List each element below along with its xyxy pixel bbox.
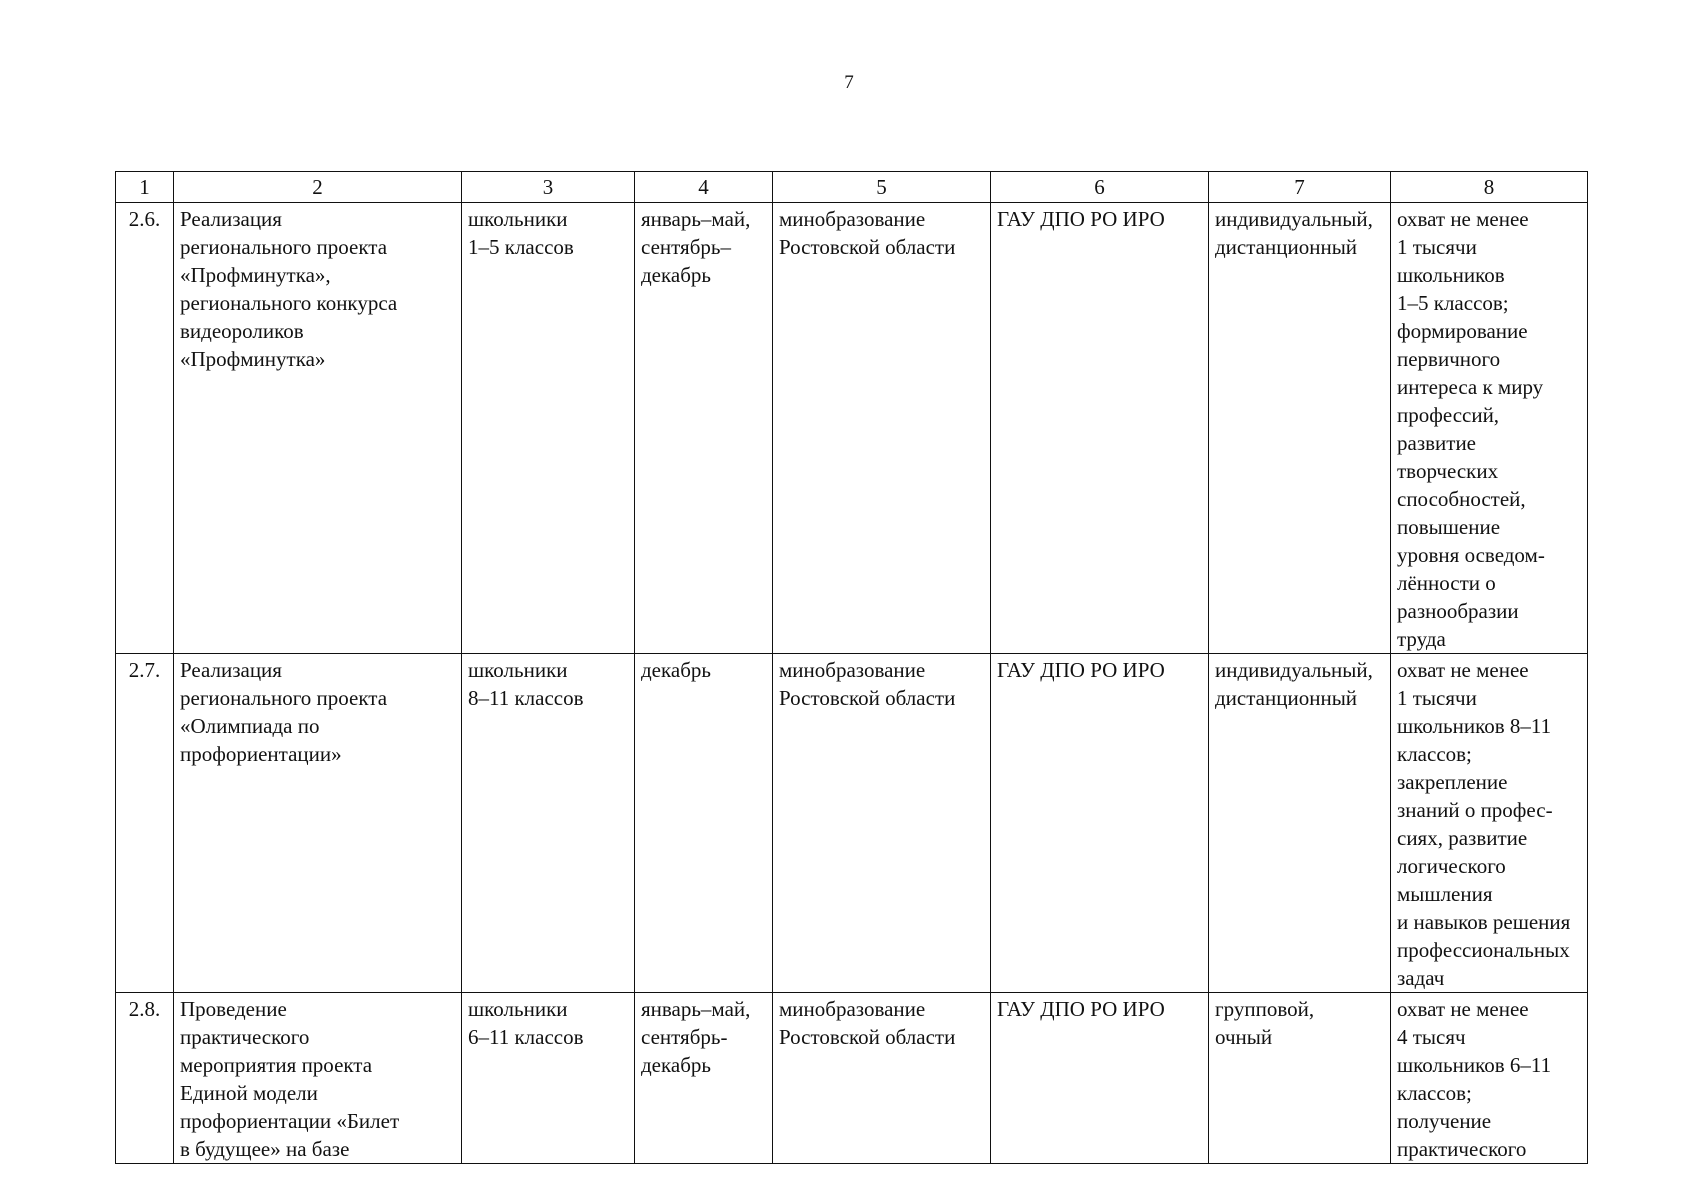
executor: ГАУ ДПО РО ИРО [991,203,1209,654]
table-row [116,203,1588,654]
column-header: 7 [1209,172,1391,203]
column-header: 4 [635,172,773,203]
period: декабрь [635,654,773,993]
column-header: 3 [462,172,635,203]
event-name: Реализация регионального проекта «Профминутка», регионального конкурса видеороликов «Профминутка» [174,203,462,654]
executor: ГАУ ДПО РО ИРО [991,993,1209,1164]
page-number: 7 [844,72,854,93]
responsible-body: минобразование Ростовской области [773,993,991,1164]
expected-result: охват не менее 1 тысячи школьников 1–5 классов; формирование первичного интереса к миру профессий, развитие творческих способностей, повышение уровня осведом- лённости о разнообразии труда [1391,203,1588,654]
item-number: 2.8. [116,993,174,1164]
event-name: Реализация регионального проекта «Олимпиада по профориентации» [174,654,462,993]
format: индивидуальный, дистанционный [1209,654,1391,993]
responsible-body: минобразование Ростовской области [773,654,991,993]
column-header: 6 [991,172,1209,203]
table-header-row [116,172,1588,203]
item-number: 2.6. [116,203,174,654]
participants: школьники 6–11 классов [462,993,635,1164]
column-header: 8 [1391,172,1588,203]
format: групповой, очный [1209,993,1391,1164]
period: январь–май, сентябрь– декабрь [635,203,773,654]
format: индивидуальный, дистанционный [1209,203,1391,654]
column-header: 1 [116,172,174,203]
column-header: 5 [773,172,991,203]
executor: ГАУ ДПО РО ИРО [991,654,1209,993]
column-header: 2 [174,172,462,203]
responsible-body: минобразование Ростовской области [773,203,991,654]
expected-result: охват не менее 1 тысячи школьников 8–11 классов; закрепление знаний о профес- сиях, развитие логического мышления и навыков решения профессиональных задач [1391,654,1588,993]
participants: школьники 8–11 классов [462,654,635,993]
item-number: 2.7. [116,654,174,993]
expected-result: охват не менее 4 тысяч школьников 6–11 классов; получение практического [1391,993,1588,1164]
event-name: Проведение практического мероприятия проекта Единой модели профориентации «Билет в будущее» на базе [174,993,462,1164]
period: январь–май, сентябрь- декабрь [635,993,773,1164]
table-row [116,654,1588,993]
table-row [116,993,1588,1164]
participants: школьники 1–5 классов [462,203,635,654]
activity-plan-table [115,171,1588,1164]
